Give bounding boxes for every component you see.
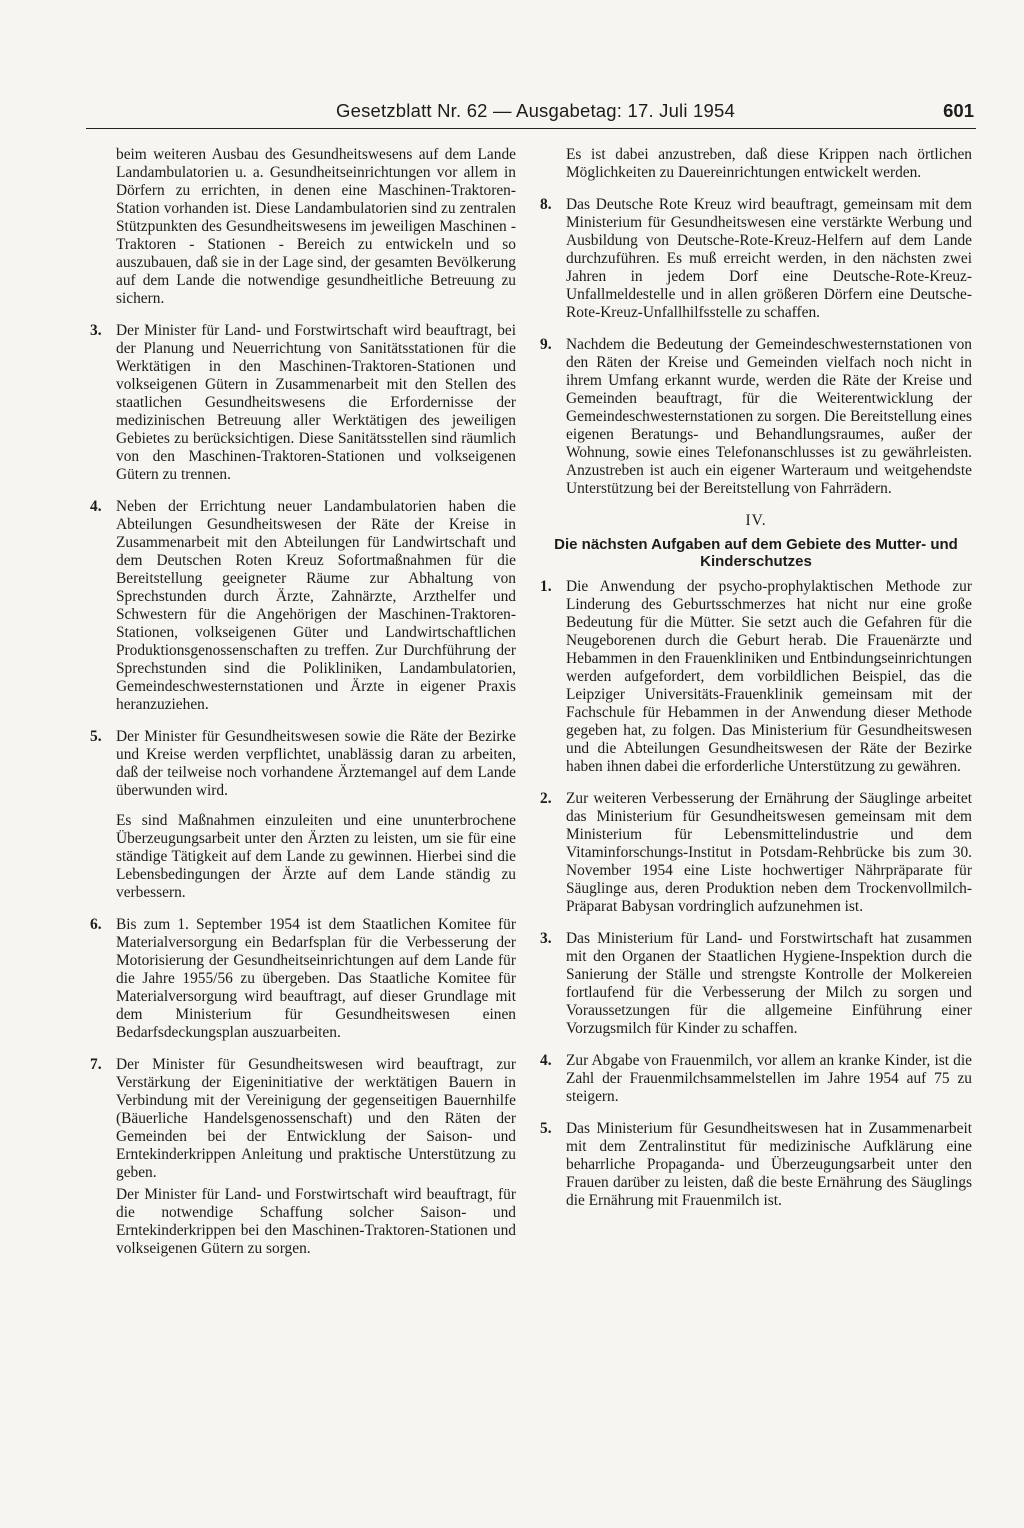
paragraph: Nachdem die Bedeutung der Gemeindeschwesternstationen von den Räten der Kreise und Gemeinden vielfach noch nicht in ihrem Umfang erkannt wurde, werden die Räte der Kreise und Gemeinden beauftragt, für die Weiterentwicklung der Gemeindeschwesternstationen zu sorgen. Die Bereitstellung eines eigenen Beratungs- und Behandlungsraumes, außer der Wohnung, sowie eines Telefonanschlusses ist zu gewährleisten. Anzustreben ist auch ein eigener Warteraum und weitgehendste Unterstützung bei der Bereitstellung von Fahrrädern. (566, 336, 972, 497)
paragraph: Das Ministerium für Gesundheitswesen hat in Zusammenarbeit mit dem Zentralinstitut für medizinische Aufklärung eine beharrliche Propaganda- und Überzeugungsarbeit unter den Frauen darüber zu leisten, daß die beste Ernährung des Säuglings die Ernährung mit Frauenmilch ist. (566, 1120, 972, 1209)
paragraph: Der Minister für Land- und Forstwirtschaft wird beauftragt, für die notwendige Schaffung solcher Saison- und Erntekinderkrippen bei den Maschinen-Traktoren-Stationen und volkseigenen Gütern zu sorgen. (116, 1186, 516, 1257)
section-item-3 (540, 930, 972, 1038)
item-number: 8. (540, 196, 552, 213)
item-number: 5. (540, 1120, 552, 1137)
item-number: 4. (90, 498, 102, 515)
list-item-4 (90, 498, 516, 714)
item-number: 2. (540, 790, 552, 807)
paragraph: Der Minister für Land- und Forstwirtschaft wird beauftragt, bei der Planung und Neuerrichtung von Sanitätsstationen für die Werktätigen in den Maschinen-Traktoren-Stationen und volkseigenen Gütern in Zusammenarbeit mit den Stellen des staatlichen Gesundheitswesens die Erfordernisse der medizinischen Betreuung aller Werktätigen des jeweiligen Gebietes zu berücksichtigen. Diese Sanitätsstellen sind räumlich von den Maschinen-Traktoren-Stationen und volkseigenen Gütern zu trennen. (116, 322, 516, 483)
paragraph: Zur weiteren Verbesserung der Ernährung der Säuglinge arbeitet das Ministerium für Gesundheitswesen gemeinsam mit dem Ministerium für Lebensmittelindustrie und dem Vitaminforschungs-Institut in Potsdam-Rehbrücke bis zum 30. November 1954 eine Liste hochwertiger Nährpräparate für Säuglinge aus, deren Produktion neben dem Trockenvollmilch-Präparat Babysan vordringlich aufzunehmen ist. (566, 790, 972, 915)
list-item-9 (540, 336, 972, 498)
item-number: 7. (90, 1056, 102, 1073)
item-number: 6. (90, 916, 102, 933)
section-item-4 (540, 1052, 972, 1106)
right-column (540, 146, 972, 1224)
section-number: IV. (745, 512, 767, 529)
left-column (90, 146, 516, 1272)
left-continuation (90, 146, 516, 308)
item-number: 9. (540, 336, 552, 353)
page-number: 601 (943, 100, 974, 121)
item-number: 3. (540, 930, 552, 947)
paragraph: Der Minister für Gesundheitswesen sowie die Räte der Bezirke und Kreise werden verpflichtet, unablässig daran zu arbeiten, daß der teilweise noch vorhandene Ärztemangel auf dem Lande überwunden wird. (116, 728, 516, 799)
list-item-8 (540, 196, 972, 322)
paragraph: Das Deutsche Rote Kreuz wird beauftragt, gemeinsam mit dem Ministerium für Gesundheitswesen eine verstärkte Werbung und Ausbildung von Deutsche-Rote-Kreuz-Helfern auf dem Lande durchzuführen. Es muß erreicht werden, in den nächsten zwei Jahren in jedem Dorf eine Deutsche-Rote-Kreuz-Unfallmeldestelle und in allen größeren Dörfern eine Deutsche-Rote-Kreuz-Unfallhilfsstelle zu schaffen. (566, 196, 972, 321)
page-header (86, 98, 976, 129)
paragraph: Bis zum 1. September 1954 ist dem Staatlichen Komitee für Materialversorgung ein Bedarfsplan für die Verbesserung der Motorisierung der Gesundheitseinrichtungen auf dem Lande für die Jahre 1955/56 zu übergeben. Das Staatliche Komitee für Materialversorgung wird beauftragt, auf dieser Grundlage mit dem Ministerium für Gesundheitswesen einen Bedarfsdeckungsplan auszuarbeiten. (116, 916, 516, 1041)
section-item-1 (540, 578, 972, 776)
list-item-7 (90, 1056, 516, 1258)
right-continuation (540, 146, 972, 182)
paragraph: Es sind Maßnahmen einzuleiten und eine ununterbrochene Überzeugungsarbeit unter den Ärzten zu leisten, um sie für eine ständige Tätigkeit auf dem Lande zu gewinnen. Hierbei sind die Lebensbedingungen der Ärzte auf dem Lande ständig zu verbessern. (116, 812, 516, 901)
list-item-5 (90, 728, 516, 902)
paragraph: Zur Abgabe von Frauenmilch, vor allem an kranke Kinder, ist die Zahl der Frauenmilchsammelstellen im Jahre 1954 auf 75 zu steigern. (566, 1052, 972, 1105)
paragraph: Die Anwendung der psycho-prophylaktischen Methode zur Linderung des Geburtsschmerzes hat nicht nur eine große Bedeutung für die Mütter. Sie setzt auch die Gefahren für die Neugeborenen durch die Geburt herab. Die Frauenärzte und Hebammen in den Frauenkliniken und Entbindungseinrichtungen werden aufgefordert, dem vorbildlichen Beispiel, das die Leipziger Universitäts-Frauenklinik gemeinsam mit der Fachschule für Hebammen in der Anwendung dieser Methode gegeben hat, zu folgen. Das Ministerium für Gesundheitswesen und die Abteilungen Gesundheitswesen der Räte der Bezirke haben ihnen dabei die erforderliche Unterstützung zu gewähren. (566, 578, 972, 775)
item-number: 5. (90, 728, 102, 745)
section-item-5 (540, 1120, 972, 1210)
item-number: 3. (90, 322, 102, 339)
paragraph: Der Minister für Gesundheitswesen wird beauftragt, zur Verstärkung der Eigeninitiative der werktätigen Bauern in Verbindung mit der Vereinigung der gegenseitigen Bauernhilfe (Bäuerliche Handelsgenossenschaft) und den Räten der Gemeinden bei der Entwicklung der Saison- und Erntekinderkrippen Anleitung und praktische Unterstützung zu geben. (116, 1056, 516, 1181)
item-number: 1. (540, 578, 552, 595)
section-item-2 (540, 790, 972, 916)
paragraph: Es ist dabei anzustreben, daß diese Krippen nach örtlichen Möglichkeiten zu Dauereinrichtungen entwickelt werden. (566, 146, 972, 181)
paragraph: Das Ministerium für Land- und Forstwirtschaft hat zusammen mit den Organen der Staatlichen Hygiene-Inspektion durch die Sanierung der Ställe und strengste Kontrolle der Molkereien fortlaufend für die Verbesserung der Milch zu sorgen und Voraussetzungen für die allgemeine Einführung einer Vorzugsmilch für Kinder zu schaffen. (566, 930, 972, 1037)
list-item-3 (90, 322, 516, 484)
paragraph: Neben der Errichtung neuer Landambulatorien haben die Abteilungen Gesundheitswesen der Räte der Kreise in Zusammenarbeit mit den Abteilungen für Landwirtschaft und dem Deutschen Roten Kreuz Sofortmaßnahmen für die Bereitstellung geeigneter Räume zur Abhaltung von Sprechstunden durch Ärzte, Zahnärzte, Arzthelfer und Schwestern für die Angehörigen der Maschinen-Traktoren-Stationen, volkseigenen Güter und Landwirtschaftlichen Produktionsgenossenschaften zu treffen. Zur Durchführung der Sprechstunden sind die Polikliniken, Landambulatorien, Gemeindeschwesternstationen und Ärzte in eigener Praxis heranzuziehen. (116, 498, 516, 713)
section-title: Die nächsten Aufgaben auf dem Gebiete des Mutter- und Kinderschutzes (554, 536, 958, 570)
header-title: Gesetzblatt Nr. 62 — Ausgabetag: 17. Juli 1954 (336, 100, 735, 121)
item-number: 4. (540, 1052, 552, 1069)
paragraph: beim weiteren Ausbau des Gesundheitswesens auf dem Lande Landambulatorien u. a. Gesundheitseinrichtungen vor allem in Dörfern zu errichten, in denen eine Maschinen-Traktoren-Station vorhanden ist. Diese Landambulatorien sind zu zentralen Stützpunkten des Gesundheitswesens im jeweiligen Maschinen - Traktoren - Stationen - Bereich zu entwickeln und so auszubauen, daß sie in der Lage sind, der gesamten Bevölkerung auf dem Lande die notwendige gesundheitliche Betreuung zu sichern. (116, 146, 516, 307)
list-item-6 (90, 916, 516, 1042)
